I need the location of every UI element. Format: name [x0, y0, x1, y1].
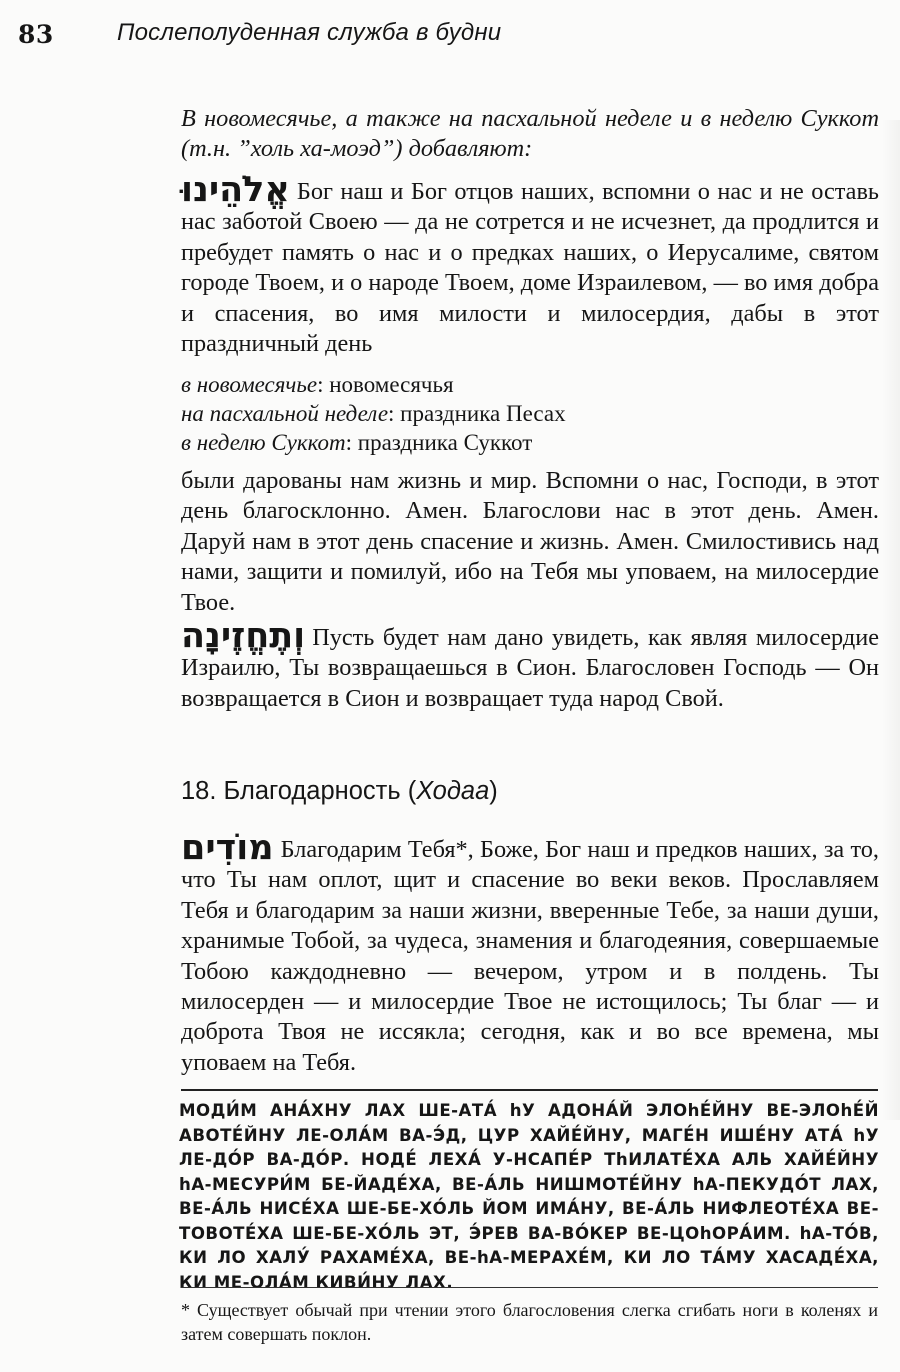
heading-text: 18. Благодарность (	[181, 777, 417, 805]
page-number: 83	[18, 20, 54, 49]
variant-line	[181, 399, 879, 428]
paragraph-text: Пусть будет нам дано увидеть, как являя милосердие Израилю, Ты возвращаешься в Сион. Благословен Господь — Он возвращается в Сион и возвращает туда народ Свой.	[181, 624, 879, 712]
footnote: * Существует обычай при чтении этого благословения слегка сгибать ноги в коленях и затем совершать поклон.	[181, 1300, 878, 1344]
insertion-variants	[181, 370, 879, 457]
intro-rubric: В новомесячье, а также на пасхальной неделе и в неделю Суккот (т.н. ”холь ха-моэд”) добавляют:	[181, 105, 879, 163]
variant-text: : новомесячья	[317, 372, 454, 397]
variant-label: в неделю Суккот	[181, 430, 346, 455]
hebrew-incipit-elohenu: אֱלֹהֵינוּ	[181, 170, 290, 210]
heading-italic: Ходаа	[416, 777, 490, 805]
variant-label: в новомесячье	[181, 372, 318, 397]
divider-rule	[181, 1089, 878, 1091]
section-heading	[181, 777, 498, 806]
variant-text: : праздника Суккот	[345, 430, 533, 455]
facing-page-bleed	[882, 120, 900, 1120]
prayer-paragraph-elohenu	[181, 170, 879, 359]
paragraph-text: Бог наш и Бог отцов наших, вспомни о нас и не оставь нас заботой Своею — да не сотрется и не исчезнет, да продлится и пребудет память о нас и о предках наших, о Иерусалиме, святом городе Твоем, и о народе Твоем, доме Израилевом, — во имя добра и спасения, во имя милости и милосердия, дабы в этот праздничный день	[181, 178, 879, 358]
variant-label: на пасхальной неделе	[181, 401, 389, 426]
heading-close: )	[489, 777, 498, 805]
variant-text: : праздника Песах	[388, 401, 566, 426]
running-title: Послеполуденная служба в будни	[117, 19, 502, 46]
paragraph-text: Благодарим Тебя*, Боже, Бог наш и предков наших, за то, что Ты нам оплот, щит и спасение во веки веков. Прославляем Тебя и благодарим за наши жизни, вверенные Тебе, за наши души, хранимые Тобой, за чудеса, знамения и благодеяния, совершаемые Тобою каждодневно — вечером, утром и в полдень. Ты милосерден — и милосердие Твое не истощилось; Ты благ — и доброта Твоя не иссякла; сегодня, как и во все времена, мы уповаем на Тебя.	[181, 836, 879, 1076]
hebrew-incipit-modim: מוֹדִים	[181, 828, 274, 868]
prayer-paragraph-vetechezena	[181, 616, 879, 714]
variant-line	[181, 370, 879, 399]
transliteration-block: МОДИ́М АНА́ХНУ ЛАХ ШЕ-АТА́ hУ АДОНА́Й ЭЛОhЕ́ЙНУ ВЕ-ЭЛОhЕ́Й АВОТЕ́ЙНУ ЛЕ-ОЛА́М ВА-Э́Д, ЦУР ХАЙЕ́ЙНУ, МАГЕ́Н ИШЕ́НУ АТА́ hУ ЛЕ-ДО́Р ВА-ДО́Р. НОДЕ́ ЛЕХА́ У-НСАПЕ́Р ТhИЛАТЕ́ХА АЛЬ ХАЙЕ́ЙНУ hА-МЕСУРИ́М БЕ-ЙАДЕ́ХА, ВЕ-А́ЛЬ НИШМОТЕ́ЙНУ hА-ПЕКУДО́Т ЛАХ, ВЕ-А́ЛЬ НИСЕ́ХА ШЕ-БЕ-ХО́ЛЬ ЙОМ ИМА́НУ, ВЕ-А́ЛЬ НИФЛЕОТЕ́ХА ВЕ-ТОВОТЕ́ХА ШЕ-БЕ-ХО́ЛЬ ЭТ, Э́РЕВ ВА-ВО́КЕР ВЕ-ЦОhОРА́ИМ. hА-ТО́В, КИ ЛО ХАЛУ́ РАХАМЕ́ХА, ВЕ-hА-МЕРАХЕ́М, КИ ЛО ТА́МУ ХАСАДЕ́ХА, КИ МЕ-ОЛА́М КИВИ́НУ ЛАХ.	[179, 1101, 879, 1292]
prayer-paragraph-modim	[181, 828, 879, 1078]
footnote-rule	[181, 1287, 878, 1288]
variant-line	[181, 428, 879, 457]
hebrew-incipit-vetechezena: וְתֶחֱזֶינָה	[181, 616, 306, 656]
prayer-paragraph-continuation: были дарованы нам жизнь и мир. Вспомни о нас, Господи, в этот день благосклонно. Амен. Благослови нас в этот день. Амен. Даруй нам в этот день спасение и жизнь. Амен. Смилостивись над нами, защити и помилуй, ибо на Тебя мы уповаем, на милосердие Твое.	[181, 467, 879, 616]
